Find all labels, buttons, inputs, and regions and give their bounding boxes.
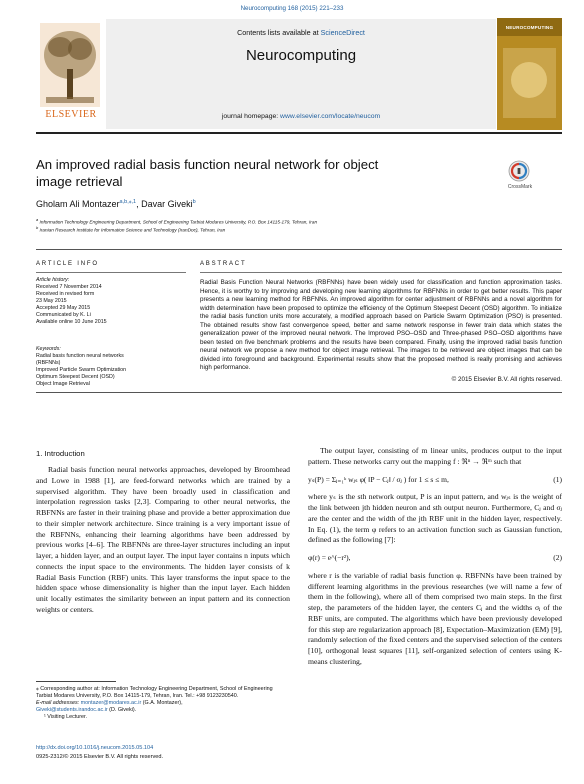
publisher-name: ELSEVIER [45,109,97,120]
email-addresses [36,700,290,707]
corresponding-author-note: ⁎ Corresponding author at: Information Technology Engineering Department, School of Engineering Tarbiat Modares University, P.O. Box 14115-179, Tehran, Iran. Tel.: +98 9123230540. [36,686,273,699]
crossmark-label: CrossMark [507,184,533,190]
contents-line [106,28,496,37]
abstract-rule-bottom [36,392,562,393]
intro-paragraph: Radial basis function neural networks approaches, developed by Broomhead and Lowe in 1988 [1], are feed-forward networks which are trained by a supervised algorithm. They have been broadly used in classification and interpolation regression tasks [2,3]. Comparing to other neural networks, the RBFNNs are faster in their training phase and provide a better approximation due to their simpler network architecture. Since training is a very important issue of the RBFNNs, enhancing their learning algorithms have been addressed by previous works [4–6]. The RBFNNs are three-layer structures including an input layer, a hidden layer, and an output layer. The input layer contains n inputs which connects the input space to the environments. The hidden layer consists of k Radial Basis Function (RBF) units. This layer transforms the input space to the hidden space whose dimensionality is higher than the input layer. Each hidden unit locally estimates the similarity between an input pattern and its connection weights or centers. [36,465,290,614]
homepage-line [106,113,496,120]
abstract-text: Radial Basis Function Neural Networks (RBFNNs) have been widely used for classification and function approximation tasks. Hence, it is worthy to try improving and developing new learning algorithms for RBFNNs in order to get better results. This paper presents a new learning method for RBFNNs. An improved algorithm for center adjustment of RBFNNs and a novel algorithm for width determination have been proposed to optimize the efficiency of the Optimum Steepest Decent (OSD) algorithm. To initialize the radial basis function units more accurately, a modified approach based on Particle Swarm Optimization (PSO) is presented. The obtained results show fast convergence speed, better and same network response in fewer train data which states the generalization power of the improved neural network. The Improved PSO–OSD and Three-phased PSO–OSD algorithms have been tested on five benchmark problems and the results have been compared. Finally, using the improved radial basis function neural network we propose a new method for object image retrieval. The images to be retrieved are object images that can be divided into foreground and background. Experimental results show that the proposed method is really promising and achieves high performance. [200,279,562,372]
equation-2-number: (2) [553,553,562,562]
sciencedirect-link[interactable]: ScienceDirect [320,28,365,37]
journal-cover-image [497,18,562,130]
right-paragraph-1: The output layer, consisting of m linear units, produces output to the input pattern. These networks carry out the mapping f : ℜⁿ → ℜᵐ such that [308,446,562,466]
article-title [36,157,456,190]
history-item: 23 May 2015 [36,298,67,304]
aff-b-text: Iranian Research Institute for Information Science and Technology (IranDoc), Tehran, Iran [39,227,226,233]
history-item: Accepted 29 May 2015 [36,305,91,311]
right-column [308,446,562,668]
keyword-item: Optimum Steepest Decent (OSD) [36,374,115,380]
keyword-item: Object Image Retrieval [36,381,90,387]
aff-a-text: Information Technology Engineering Department, School of Engineering Tarbiat Modares University, P.O. Box 14115-179, Tehran, Iran [39,219,318,225]
abstract-copyright: © 2015 Elsevier B.V. All rights reserved. [451,376,562,383]
email-link-giveki[interactable]: Giveki@students.irandoc.ac.ir [36,706,108,713]
journal-title: Neurocomputing [245,47,357,64]
journal-reference[interactable]: Neurocomputing 168 (2015) 221–233 [240,5,344,12]
footnotes [36,686,290,721]
history-item: Received 7 November 2014 [36,284,102,290]
aff-b-marker: b [36,225,39,230]
history-item: Communicated by K. Li [36,312,91,318]
equation-1-row [308,475,562,486]
header-rule [36,132,562,134]
history-item: Received in revised form [36,291,95,297]
email-label: E-mail addresses: [36,699,81,706]
footnote-rule [36,681,116,682]
affiliation-a [36,217,317,225]
history-label: Article history: [36,277,70,283]
title-rule [36,249,562,250]
keywords [36,346,186,388]
equation-2: φ(r) = e^(−r²), [308,553,351,562]
section-heading-introduction: 1. Introduction [36,449,85,458]
keyword-item: Radial basis function neural networks [36,353,124,359]
article-history [36,277,186,326]
visiting-lecturer-note: ¹ Visiting Lecturer. [44,713,88,720]
author-1[interactable]: Gholam Ali Montazer [36,199,120,209]
author-2[interactable]: Davar Giveki [141,199,193,209]
keywords-label: Keywords: [36,346,61,352]
right-paragraph-3: where r is the variable of radial basis function φ. RBFNNs have been trained by different learning algorithms in the previous researches (we will name a few of them in the following), where all of them comprised two main steps. In the first step, the parameters of the hidden layer, the centers Cⱼ and the widths σⱼ of the RBF units, are computed. The algorithms which have been previously developed for this step are regularization approach [8], Expectation–Maximization (EM) [9], randomly selection of the fixed centers and the supervised selection of the centers [10], orthogonal least squares [11], self-organized selection of centers using K-means clustering, [308,570,562,666]
title-line-1: An improved radial basis function neural network for object [36,157,379,172]
email-owner-2: (D. Giveki). [107,706,137,713]
author-list [36,199,196,209]
email-link-montazer[interactable]: montazer@modares.ac.ir [80,699,142,706]
homepage-link[interactable]: www.elsevier.com/locate/neucom [280,113,381,120]
author-2-affiliations[interactable]: b [192,199,196,205]
homepage-prefix: journal homepage: [221,113,281,120]
keyword-item: (RBFNNs) [36,360,61,366]
email-addresses-2 [36,707,290,714]
aff-a-marker: a [36,217,39,222]
title-line-2: image retrieval [36,173,123,189]
crossmark-icon[interactable] [508,160,530,182]
affiliation-b [36,225,225,233]
equation-2-row [308,553,562,564]
right-paragraph-2: where yₛ is the sth network output, P is an input pattern, and wⱼₛ is the weight of the link between jth hidden neuron and sth output neuron. Furthermore, Cⱼ and σⱼ are the center and the width of the jth RBF unit in the hidden layer, respectively. In Eq. (1), the term φ refers to an activation function such as Gaussian function, defined as the following [7]: [308,492,562,545]
cover-art [497,18,562,130]
contents-prefix: Contents lists available at [237,28,321,37]
abstract-rule [200,272,562,273]
left-column [36,465,290,616]
equation-1: yₛ(P) = Σⱼ₌₁ᵏ wⱼₛ φ( ‖P − Cⱼ‖ / σⱼ ) for 1 ≤ s ≤ m, [308,474,449,484]
abstract-heading: ABSTRACT [200,261,247,267]
email-owner-1: (G.A. Montazer), [141,699,183,706]
equation-1-number: (1) [553,474,562,484]
issn-line: 0925-2312/© 2015 Elsevier B.V. All rights reserved. [36,754,164,760]
author-1-affiliations[interactable]: a,b,⁎,1 [119,199,137,205]
article-info-heading: ARTICLE INFO [36,261,99,267]
doi-link[interactable]: http://dx.doi.org/10.1016/j.neucom.2015.05.104 [36,745,154,751]
keyword-item: Improved Particle Swarm Optimization [36,367,127,373]
author-separator: , [136,199,142,209]
history-item: Available online 10 June 2015 [36,319,107,325]
cover-title: NEUROCOMPUTING [505,25,554,30]
article-info-rule [36,272,186,273]
